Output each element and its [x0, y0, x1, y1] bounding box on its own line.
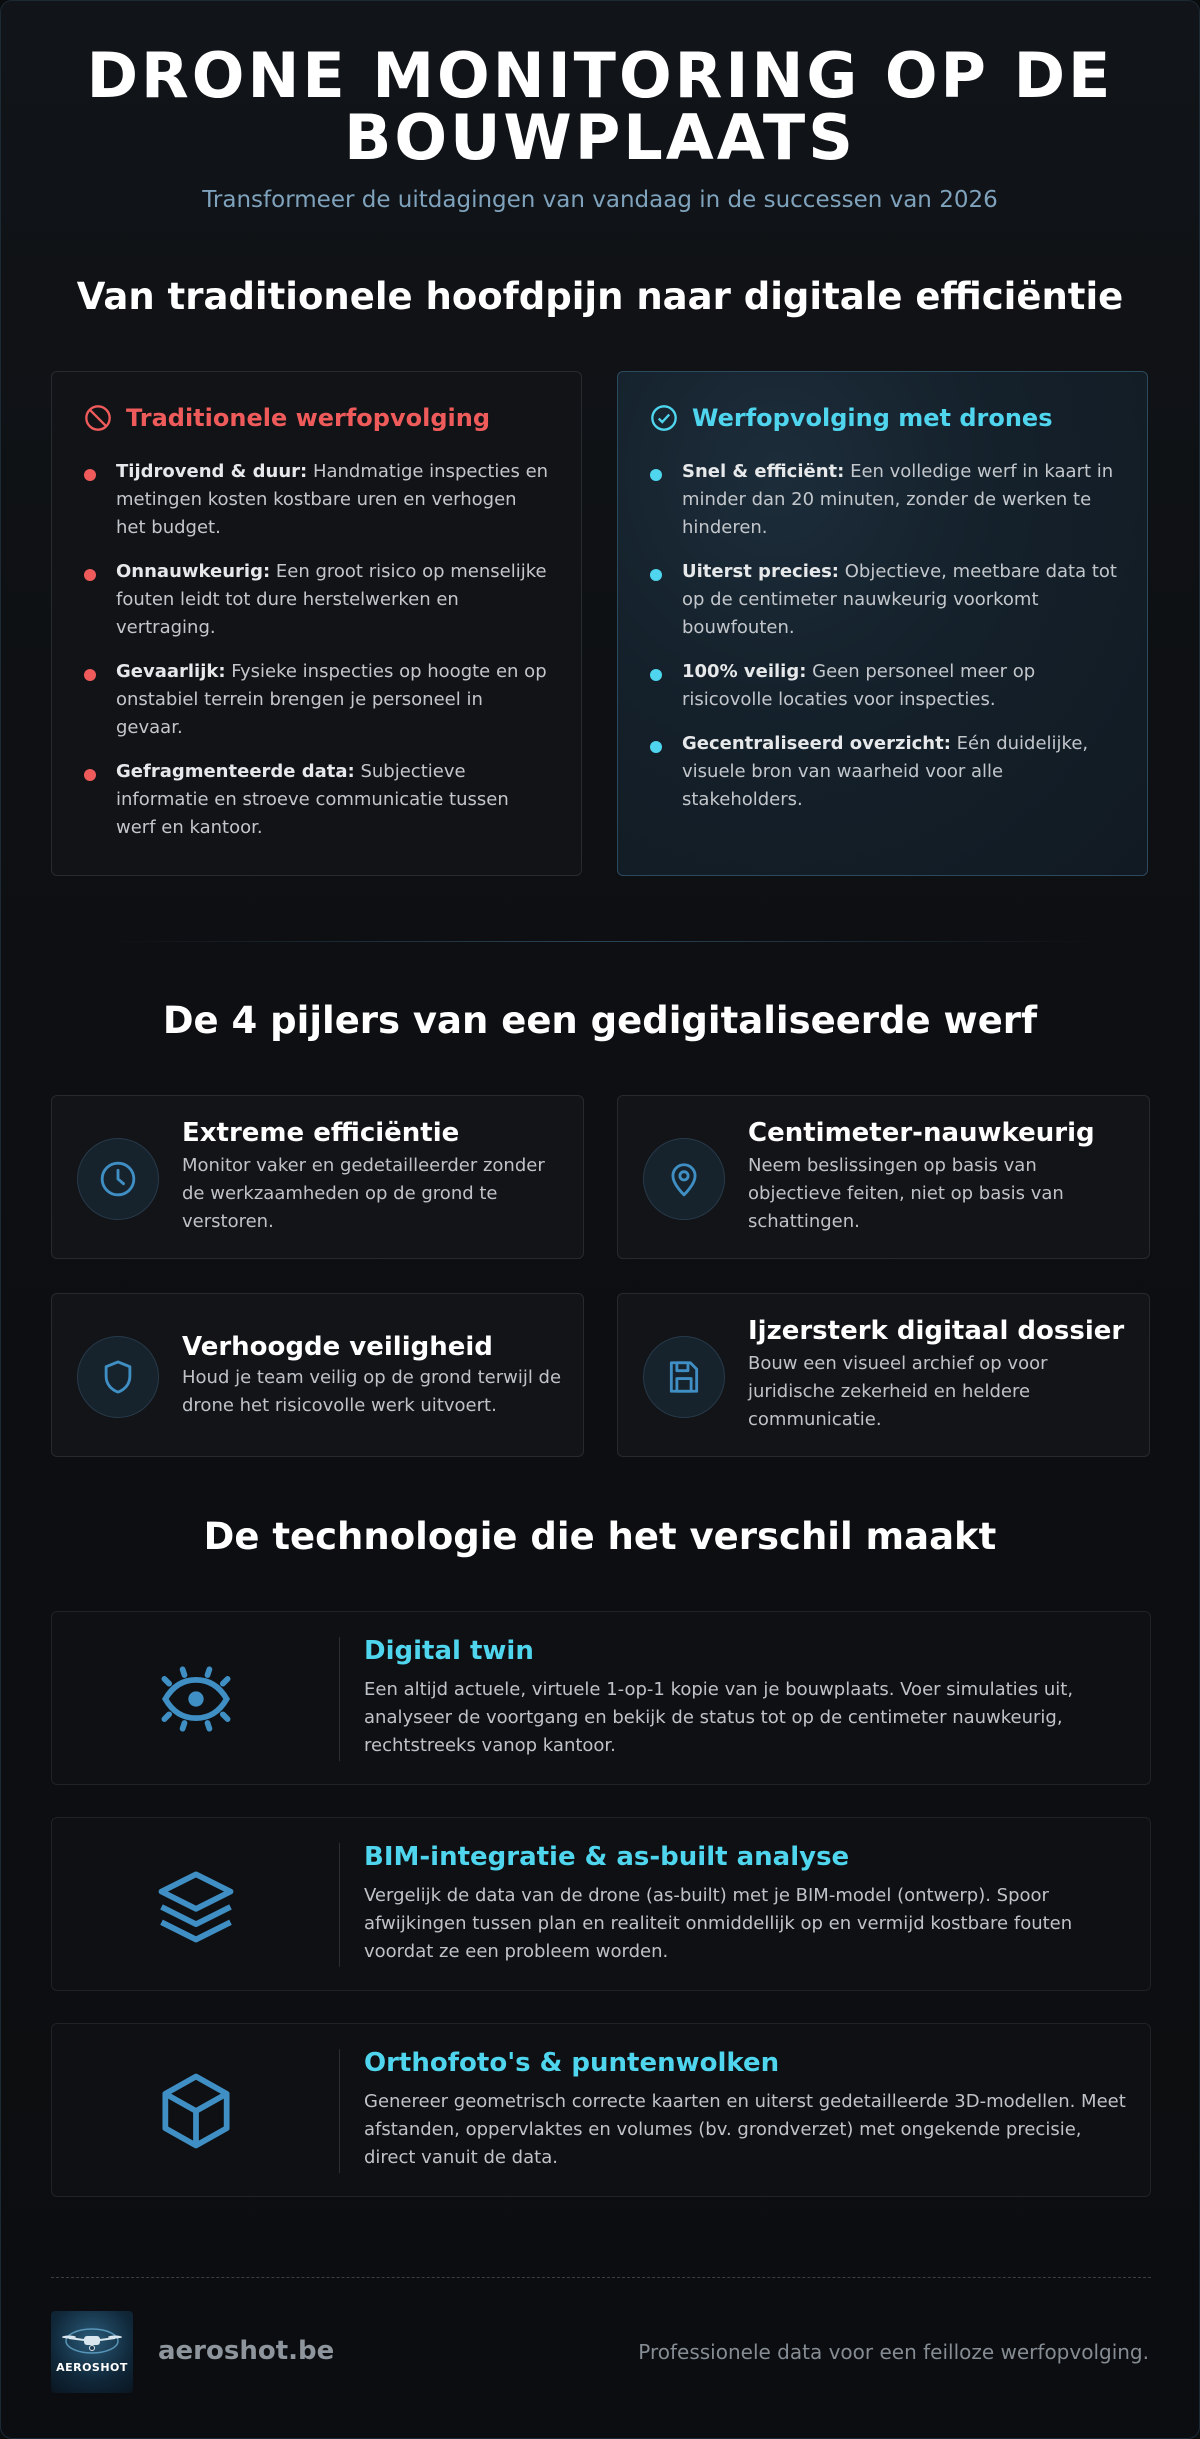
technology-description: Vergelijk de data van de drone (as-built) met je BIM-model (ontwerp). Spoor afwijkingen tussen plan en realiteit onmiddellijk op en vermijd kostbare fouten voordat ze een probleem worden. — [364, 1885, 1073, 1962]
item-label: Uiterst precies: — [682, 561, 839, 582]
page-title: DRONE MONITORING OP DE BOUWPLAATS — [86, 39, 1114, 174]
technology-card — [51, 2023, 1151, 2197]
footer-divider — [51, 2277, 1151, 2278]
item-text: Subjectieve informatie en stroeve communicatie tussen werf en kantoor. — [116, 761, 509, 838]
technology-description: Genereer geometrisch correcte kaarten en uiterst gedetailleerde 3D-modellen. Meet afstanden, oppervlaktes en volumes (bv. grondverzet) met ongekende precisie, direct vanuit de data. — [364, 2091, 1126, 2168]
drone-icon — [51, 2311, 133, 2393]
pillar-card — [51, 1293, 584, 1457]
item-text: Een groot risico op menselijke fouten leidt tot dure herstelwerken en vertraging. — [116, 561, 547, 638]
pillar-card — [617, 1095, 1150, 1259]
list-item — [650, 558, 1117, 642]
divider-line — [339, 2049, 340, 2173]
technology-description: Een altijd actuele, virtuele 1-op-1 kopie van je bouwplaats. Voer simulaties uit, analyseer de voortgang en bekijk de status tot op de centimeter nauwkeurig, rechtstreeks vanop kantoor. — [364, 1679, 1074, 1756]
traditional-card — [51, 371, 582, 876]
bullet-dot — [84, 469, 96, 481]
pillar-card — [617, 1293, 1150, 1457]
item-text: Objectieve, meetbare data tot op de centimeter nauwkeurig voorkomt bouwfouten. — [682, 561, 1117, 638]
item-text: Geen personeel meer op risicovolle locaties voor inspecties. — [682, 661, 1036, 710]
pillar-icon-badge — [77, 1336, 159, 1418]
list-item — [650, 458, 1117, 542]
pillar-description: Bouw een visueel archief op voor juridische zekerheid en heldere communicatie. — [748, 1353, 1048, 1430]
technology-heading: De technologie die het verschil maakt — [203, 1515, 997, 1558]
bullet-dot — [84, 569, 96, 581]
layers-icon — [150, 1859, 242, 1951]
comparison-heading: Van traditionele hoofdpijn naar digitale efficiëntie — [76, 275, 1124, 318]
pillar-icon-badge — [643, 1138, 725, 1220]
save-icon — [665, 1358, 703, 1396]
divider-line — [339, 1843, 340, 1967]
traditional-card-header — [84, 404, 551, 432]
clock-icon — [99, 1160, 137, 1198]
map-pin-icon — [665, 1160, 703, 1198]
bullet-dot — [650, 569, 662, 581]
item-label: Snel & efficiënt: — [682, 461, 845, 482]
technology-title: Orthofoto's & puntenwolken — [364, 2048, 780, 2078]
item-text: Handmatige inspecties en metingen kosten kostbare uren en verhogen het budget. — [116, 461, 549, 538]
technology-title: BIM-integratie & as-built analyse — [364, 1842, 850, 1872]
pillars-heading: De 4 pijlers van een gedigitaliseerde werf — [162, 999, 1038, 1042]
bullet-dot — [650, 669, 662, 681]
pillar-title: Ijzersterk digitaal dossier — [748, 1316, 1125, 1346]
divider-line — [339, 1637, 340, 1761]
section-divider — [101, 941, 1101, 942]
page-subtitle: Transformeer de uitdagingen van vandaag in de successen van 2026 — [202, 187, 998, 213]
pillar-description: Monitor vaker en gedetailleerder zonder de werkzaamheden op de grond te verstoren. — [182, 1155, 545, 1232]
technology-card — [51, 1611, 1151, 1785]
item-label: Gevaarlijk: — [116, 661, 226, 682]
technology-card — [51, 1817, 1151, 1991]
footer-tagline: Professionele data voor een feilloze werfopvolging. — [638, 2340, 1149, 2364]
list-item — [84, 758, 551, 842]
pillar-description: Houd je team veilig op de grond terwijl de drone het risicovolle werk uitvoert. — [182, 1367, 562, 1416]
logo-text: AEROSHOT — [56, 2361, 128, 2374]
item-label: Onnauwkeurig: — [116, 561, 271, 582]
pillar-icon-badge — [77, 1138, 159, 1220]
traditional-card-title: Traditionele werfopvolging — [126, 404, 491, 432]
item-text: Een volledige werf in kaart in minder dan 20 minuten, zonder de werken te hinderen. — [682, 461, 1114, 538]
list-item — [84, 658, 551, 742]
technology-icon-area — [52, 1818, 339, 1992]
list-item — [650, 658, 1117, 714]
bullet-dot — [84, 669, 96, 681]
list-item — [84, 458, 551, 542]
pillar-description: Neem beslissingen op basis van objectieve feiten, niet op basis van schattingen. — [748, 1155, 1064, 1232]
item-label: 100% veilig: — [682, 661, 807, 682]
bullet-dot — [650, 741, 662, 753]
bullet-dot — [84, 769, 96, 781]
item-label: Tijdrovend & duur: — [116, 461, 308, 482]
pillar-title: Extreme efficiëntie — [182, 1118, 460, 1148]
drones-card-header — [650, 404, 1117, 432]
cube-icon — [150, 2065, 242, 2157]
list-item — [650, 730, 1117, 814]
technology-title: Digital twin — [364, 1636, 534, 1666]
technology-icon-area — [52, 2024, 339, 2198]
aeroshot-logo — [51, 2311, 133, 2393]
check-circle-icon — [650, 404, 678, 432]
pillar-icon-badge — [643, 1336, 725, 1418]
item-text: Fysieke inspecties op hoogte en op onstabiel terrein brengen je personeel in gevaar. — [116, 661, 547, 738]
item-label: Gefragmenteerde data: — [116, 761, 355, 782]
pillar-title: Centimeter-nauwkeurig — [748, 1118, 1095, 1148]
bullet-dot — [650, 469, 662, 481]
ban-icon — [84, 404, 112, 432]
drones-card-title: Werfopvolging met drones — [692, 404, 1053, 432]
drones-card — [617, 371, 1148, 876]
technology-icon-area — [52, 1612, 339, 1786]
eye-icon — [150, 1653, 242, 1745]
list-item — [84, 558, 551, 642]
pillar-title: Verhoogde veiligheid — [182, 1332, 493, 1362]
pillar-card — [51, 1095, 584, 1259]
item-text: Eén duidelijke, visuele bron van waarheid voor alle stakeholders. — [682, 733, 1089, 810]
shield-icon — [99, 1358, 137, 1396]
item-label: Gecentraliseerd overzicht: — [682, 733, 951, 754]
brand-name[interactable]: aeroshot.be — [158, 2336, 335, 2366]
